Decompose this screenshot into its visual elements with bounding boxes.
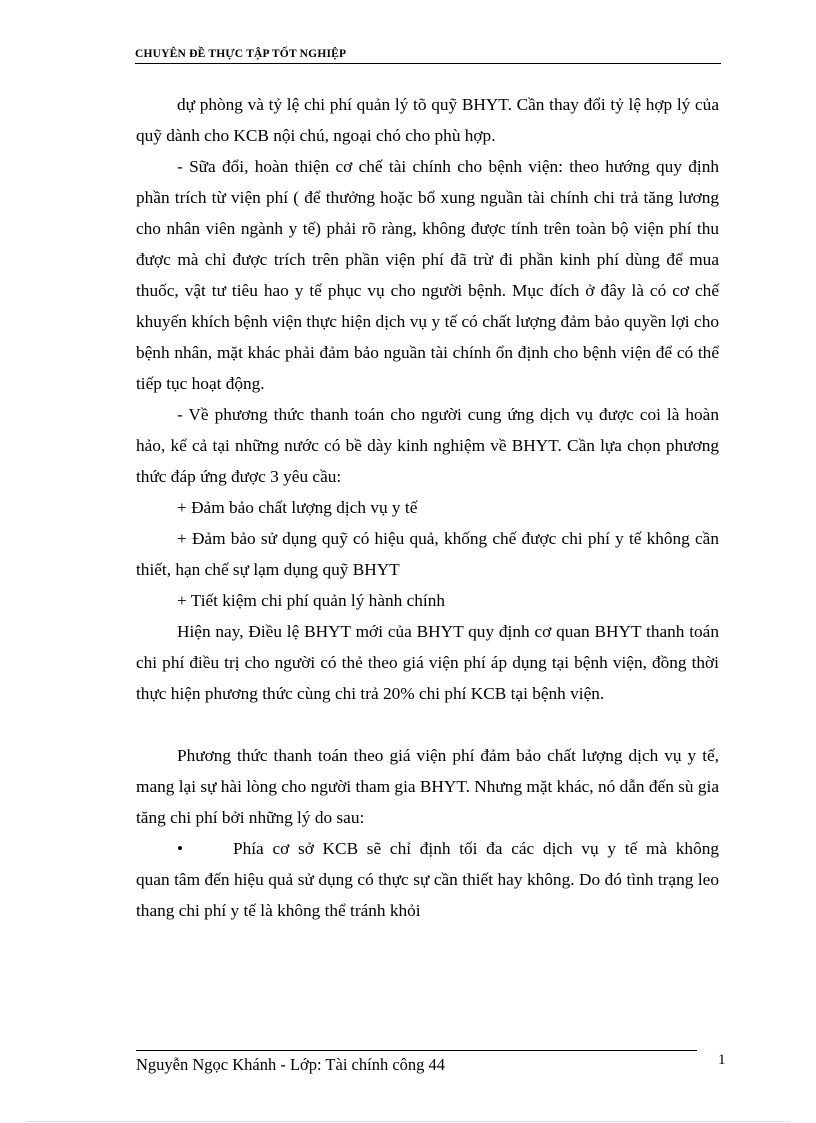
paragraph: Hiện nay, Điều lệ BHYT mới của BHYT quy định cơ quan BHYT thanh toán chi phí điều trị cho người có thẻ theo giá viện phí áp dụng tại bệnh viện, đồng thời thực hiện phương thức cùng chi trả 20% chi phí KCB tại bệnh viện.: [136, 622, 719, 703]
page-header: CHUYÊN ĐỀ THỰC TẬP TỐT NGHIỆP: [135, 48, 721, 64]
paragraph: dự phòng và tỷ lệ chi phí quản lý tõ quỹ BHYT. Cần thay đổi tỷ lệ hợp lý của quỹ dành cho KCB nội chú, ngoại chó cho phù hợp.: [136, 95, 719, 145]
page-boundary: [28, 1121, 788, 1122]
page-number: 1: [718, 1052, 726, 1068]
list-item: + Tiết kiệm chi phí quản lý hành chính: [177, 591, 445, 610]
footer-author: Nguyễn Ngọc Khánh - Lớp: Tài chính công 44: [136, 1055, 446, 1074]
document-body: [136, 89, 719, 926]
list-item: + Đảm bảo sử dụng quỹ có hiệu quả, khống chế được chi phí y tế không cần thiết, hạn chế sự lạm dụng quỹ BHYT: [136, 529, 719, 579]
paragraph-spacer: [136, 709, 719, 740]
paragraph: - Sữa đổi, hoàn thiện cơ chế tài chính cho bệnh viện: theo hướng quy định phần trích từ viện phí ( để thưởng hoặc bổ xung nguần tài chính chi trả tăng lương cho nhân viên ngành y tế) phải rõ ràng, không được tính trên toàn bộ viện phí thu được mà chỉ được trích trên phần viện phí đã trừ đi phần kinh phí dùng để mua thuốc, vật tư tiêu hao y tế phục vụ cho người bệnh. Mục đích ở đây là có cơ chế khuyến khích bệnh viện thực hiện dịch vụ y tế có chất lượng đảm bảo quyền lợi cho bệnh nhân, mặt khác phải đảm bảo nguần tài chính ổn định cho bệnh viện để có thể tiếp tục hoạt động.: [136, 157, 719, 393]
bullet-item: [136, 833, 719, 926]
paragraph: Phương thức thanh toán theo giá viện phí đảm bảo chất lượng dịch vụ y tế, mang lại sự hài lòng cho người tham gia BHYT. Nhưng mặt khác, nó dẫn đến sù gia tăng chi phí bởi những lý do sau:: [136, 746, 719, 827]
list-item: + Đảm bảo chất lượng dịch vụ y tế: [177, 498, 418, 517]
footer-divider: [136, 1050, 697, 1051]
bullet-text-first-line: Phía cơ sở KCB sẽ chỉ định tối đa các dịch vụ y tế mà không: [233, 839, 719, 858]
bullet-icon: •: [177, 839, 184, 858]
paragraph: - Về phương thức thanh toán cho người cung ứng dịch vụ được coi là hoàn hảo, kể cả tại những nước có bề dày kinh nghiệm về BHYT. Cần lựa chọn phương thức đáp ứng được 3 yêu cầu:: [136, 405, 719, 486]
bullet-text: quan tâm đến hiệu quả sử dụng có thực sự cần thiết hay không. Do đó tình trạng leo thang chi phí y tế là không thể tránh khỏi: [136, 870, 719, 920]
